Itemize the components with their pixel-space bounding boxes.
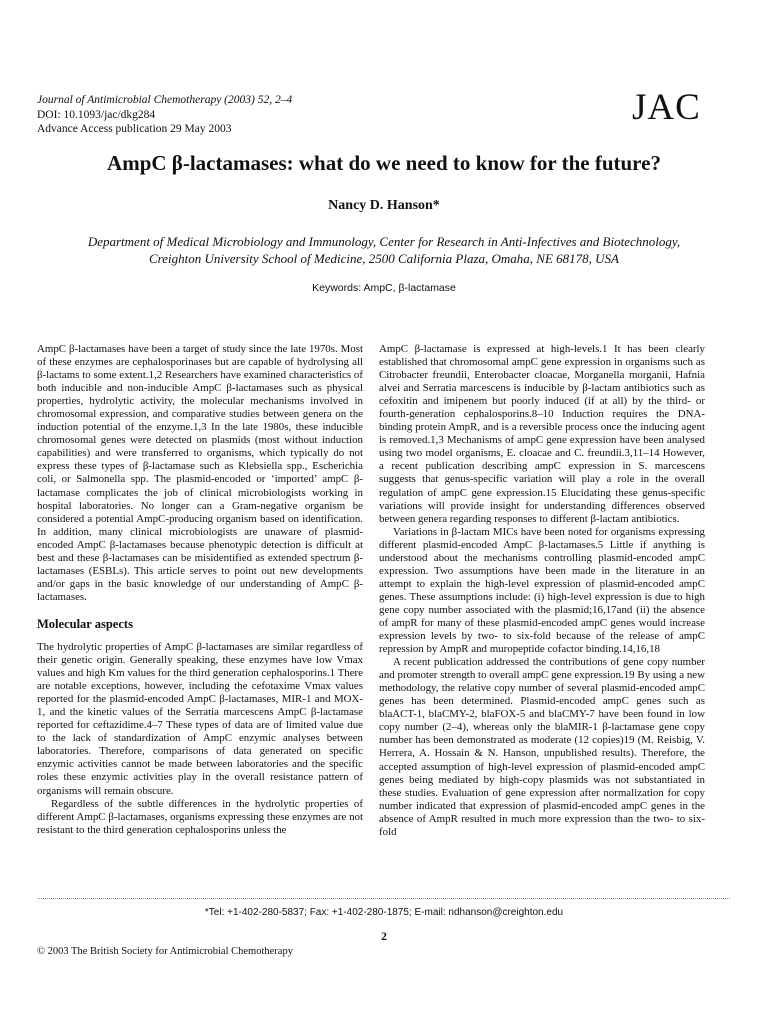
journal-header [37, 93, 292, 137]
journal-citation: Journal of Antimicrobial Chemotherapy (2003) 52, 2–4 [37, 94, 293, 106]
author-name: Nancy D. Hanson* [328, 198, 440, 213]
section-heading: Molecular aspects [37, 616, 133, 631]
keywords: Keywords: AmpC, β-lactamase [312, 282, 456, 294]
copyright: © 2003 The British Society for Antimicrobial Chemotherapy [37, 946, 293, 957]
correspondence-footnote: *Tel: +1-402-280-5837; Fax: +1-402-280-1875; E-mail: ndhanson@creighton.edu [204, 907, 564, 918]
affiliation [40, 233, 728, 267]
intro-paragraph: AmpC β-lactamases have been a target of study since the late 1970s. Most of these enzymes are cephalosporinases but are capable of hydrolysing all β-lactams to some extent.1,2 Researchers have examined characteristics of both inducible and non-inducible AmpC β-lactamases such as physical properties, hydrolytic activity, the molecular mechanisms involved in chromosomal expression, and comparative studies between genera on the induction potential of the enzyme.1,3 In the late 1980s, these inducible chromosomal genes were detected on plasmids (most without induction capabilities) and were transferred to organisms, which typically do not express these types of β-lactamase such as Klebsiella spp., Escherichia coli, or Salmonella spp. The plasmid-encoded or ‘imported’ ampC β-lactamase complicates the job of clinical microbiologists working in hospital laboratories. No longer can a Gram-negative organism be considered a potential AmpC-producing organism based on identification. In addition, many clinical microbiologists are unaware of plasmid-encoded AmpC β-lactamases because phenotypic detection is difficult at best and these β-lactamases can be misidentified as extended spectrum β-lactamases (ESBLs). This article serves to point out new developments and/or gaps in the basic knowledge of our understanding of AmpC β-lactamases. [37, 343, 363, 603]
paragraph: The hydrolytic properties of AmpC β-lactamases are similar regardless of their genetic origin. Generally speaking, these enzymes have low Vmax values and high Km values for the third generation cephalosporins.1 There are notable exceptions, however, including the cefotaxime Vmax values reported for the plasmid-encoded AmpC β-lactamases, MIR-1 and MOX-1, and the kinetic values of the Serratia marcescens AmpC β-lactamase reported for ceftazidime.4–7 These types of data are of limited value due to the lack of standardization of AmpC enzymic analyses between laboratories. Therefore, comparisons of data generated on specific enzymic activities cannot be made between laboratories and the specific roles these enzymic activities play in the overall resistance pattern of organisms will remain obscure. [37, 640, 363, 797]
paragraph: Regardless of the subtle differences in the hydrolytic properties of different AmpC β-lactamases, organisms expressing these enzymes are not resistant to the third generation cephalosporins unless the [37, 797, 363, 836]
left-column [37, 343, 363, 837]
paragraph: Variations in β-lactam MICs have been noted for organisms expressing different plasmid-encoded AmpC β-lactamases.5 Little if anything is understood about the mechanisms controlling plasmid-encoded ampC expression. Two assumptions have been made in the literature in an attempt to explain the high-level expression of plasmid-encoded ampC genes. These assumptions include: (i) high-level expression is due to high gene copy number associated with the plasmid;16,17and (ii) the absence of ampR for many of these plasmid-encoded ampC genes would increase expression levels by two- to six-fold because of the release of ampC repression by AmpR and muropeptide cofactor binding.14,16,18 [379, 525, 705, 656]
doi: DOI: 10.1093/jac/dkg284 [37, 108, 156, 121]
affiliation-line-2: Creighton University School of Medicine, 2500 California Plaza, Omaha, NE 68178, USA [148, 251, 619, 266]
advance-access-date: Advance Access publication 29 May 2003 [37, 123, 232, 136]
paragraph: A recent publication addressed the contributions of gene copy number and promoter strength to overall ampC gene expression.19 By using a new methodology, the relative copy number of several plasmid-encoded ampC genes has been determined. Plasmid-encoded ampC genes such as blaACT-1, blaCMY-2, blaFOX-5 and blaCMY-7 have been found in low copy number (2–4), whereas only the blaMIR-1 β-lactamase gene copy number has been demonstrated as moderate (12 copies)19 (M. Reisbig, V. Herrera, A. Hossain & N. Hanson, unpublished results). Therefore, the accepted assumption of high-level expression of plasmid-encoded ampC genes being mediated by high-copy plasmids was not substantiated in these studies. Evaluation of gene expression after normalization for copy number indicated that expression of plasmid-encoded ampC genes in the absence of AmpR resulted in much more expression than the two- to six-fold [379, 656, 705, 838]
article-title: AmpC β-lactamases: what do we need to know for the future? [107, 151, 661, 175]
paragraph: AmpC β-lactamase is expressed at high-levels.1 It has been clearly established that chromosomal ampC gene expression in organisms such as Citrobacter freundii, Enterobacter cloacae, Morganella morganii, Hafnia alvei and Serratia marcescens is inducible by β-lactam antibiotics such as cefoxitin and imipenem but poorly induced (if at all) by the third- or fourth-generation cephalosporins.8–10 Induction requires the DNA-binding protein AmpR, and is a reversible process once the inducing agent is removed.1,3 Mechanisms of ampC gene expression have been analysed using two model organisms, E. cloacae and C. freundii.3,11–14 However, a recent publication describing ampC expression in S. marcescens suggests that genus-specific variation will play a role in the overall regulation of ampC gene expression.15 Elucidating these genus-specific variations will provide insight for understanding differences observed between genera regarding responses to different β-lactam antibiotics. [379, 343, 705, 525]
journal-logo: JAC [632, 87, 701, 128]
footnote-divider [37, 898, 730, 899]
affiliation-line-1: Department of Medical Microbiology and Immunology, Center for Research in Anti-Infectives and Biotechnology, [87, 234, 681, 249]
page-number: 2 [381, 931, 387, 943]
right-column [379, 343, 705, 839]
